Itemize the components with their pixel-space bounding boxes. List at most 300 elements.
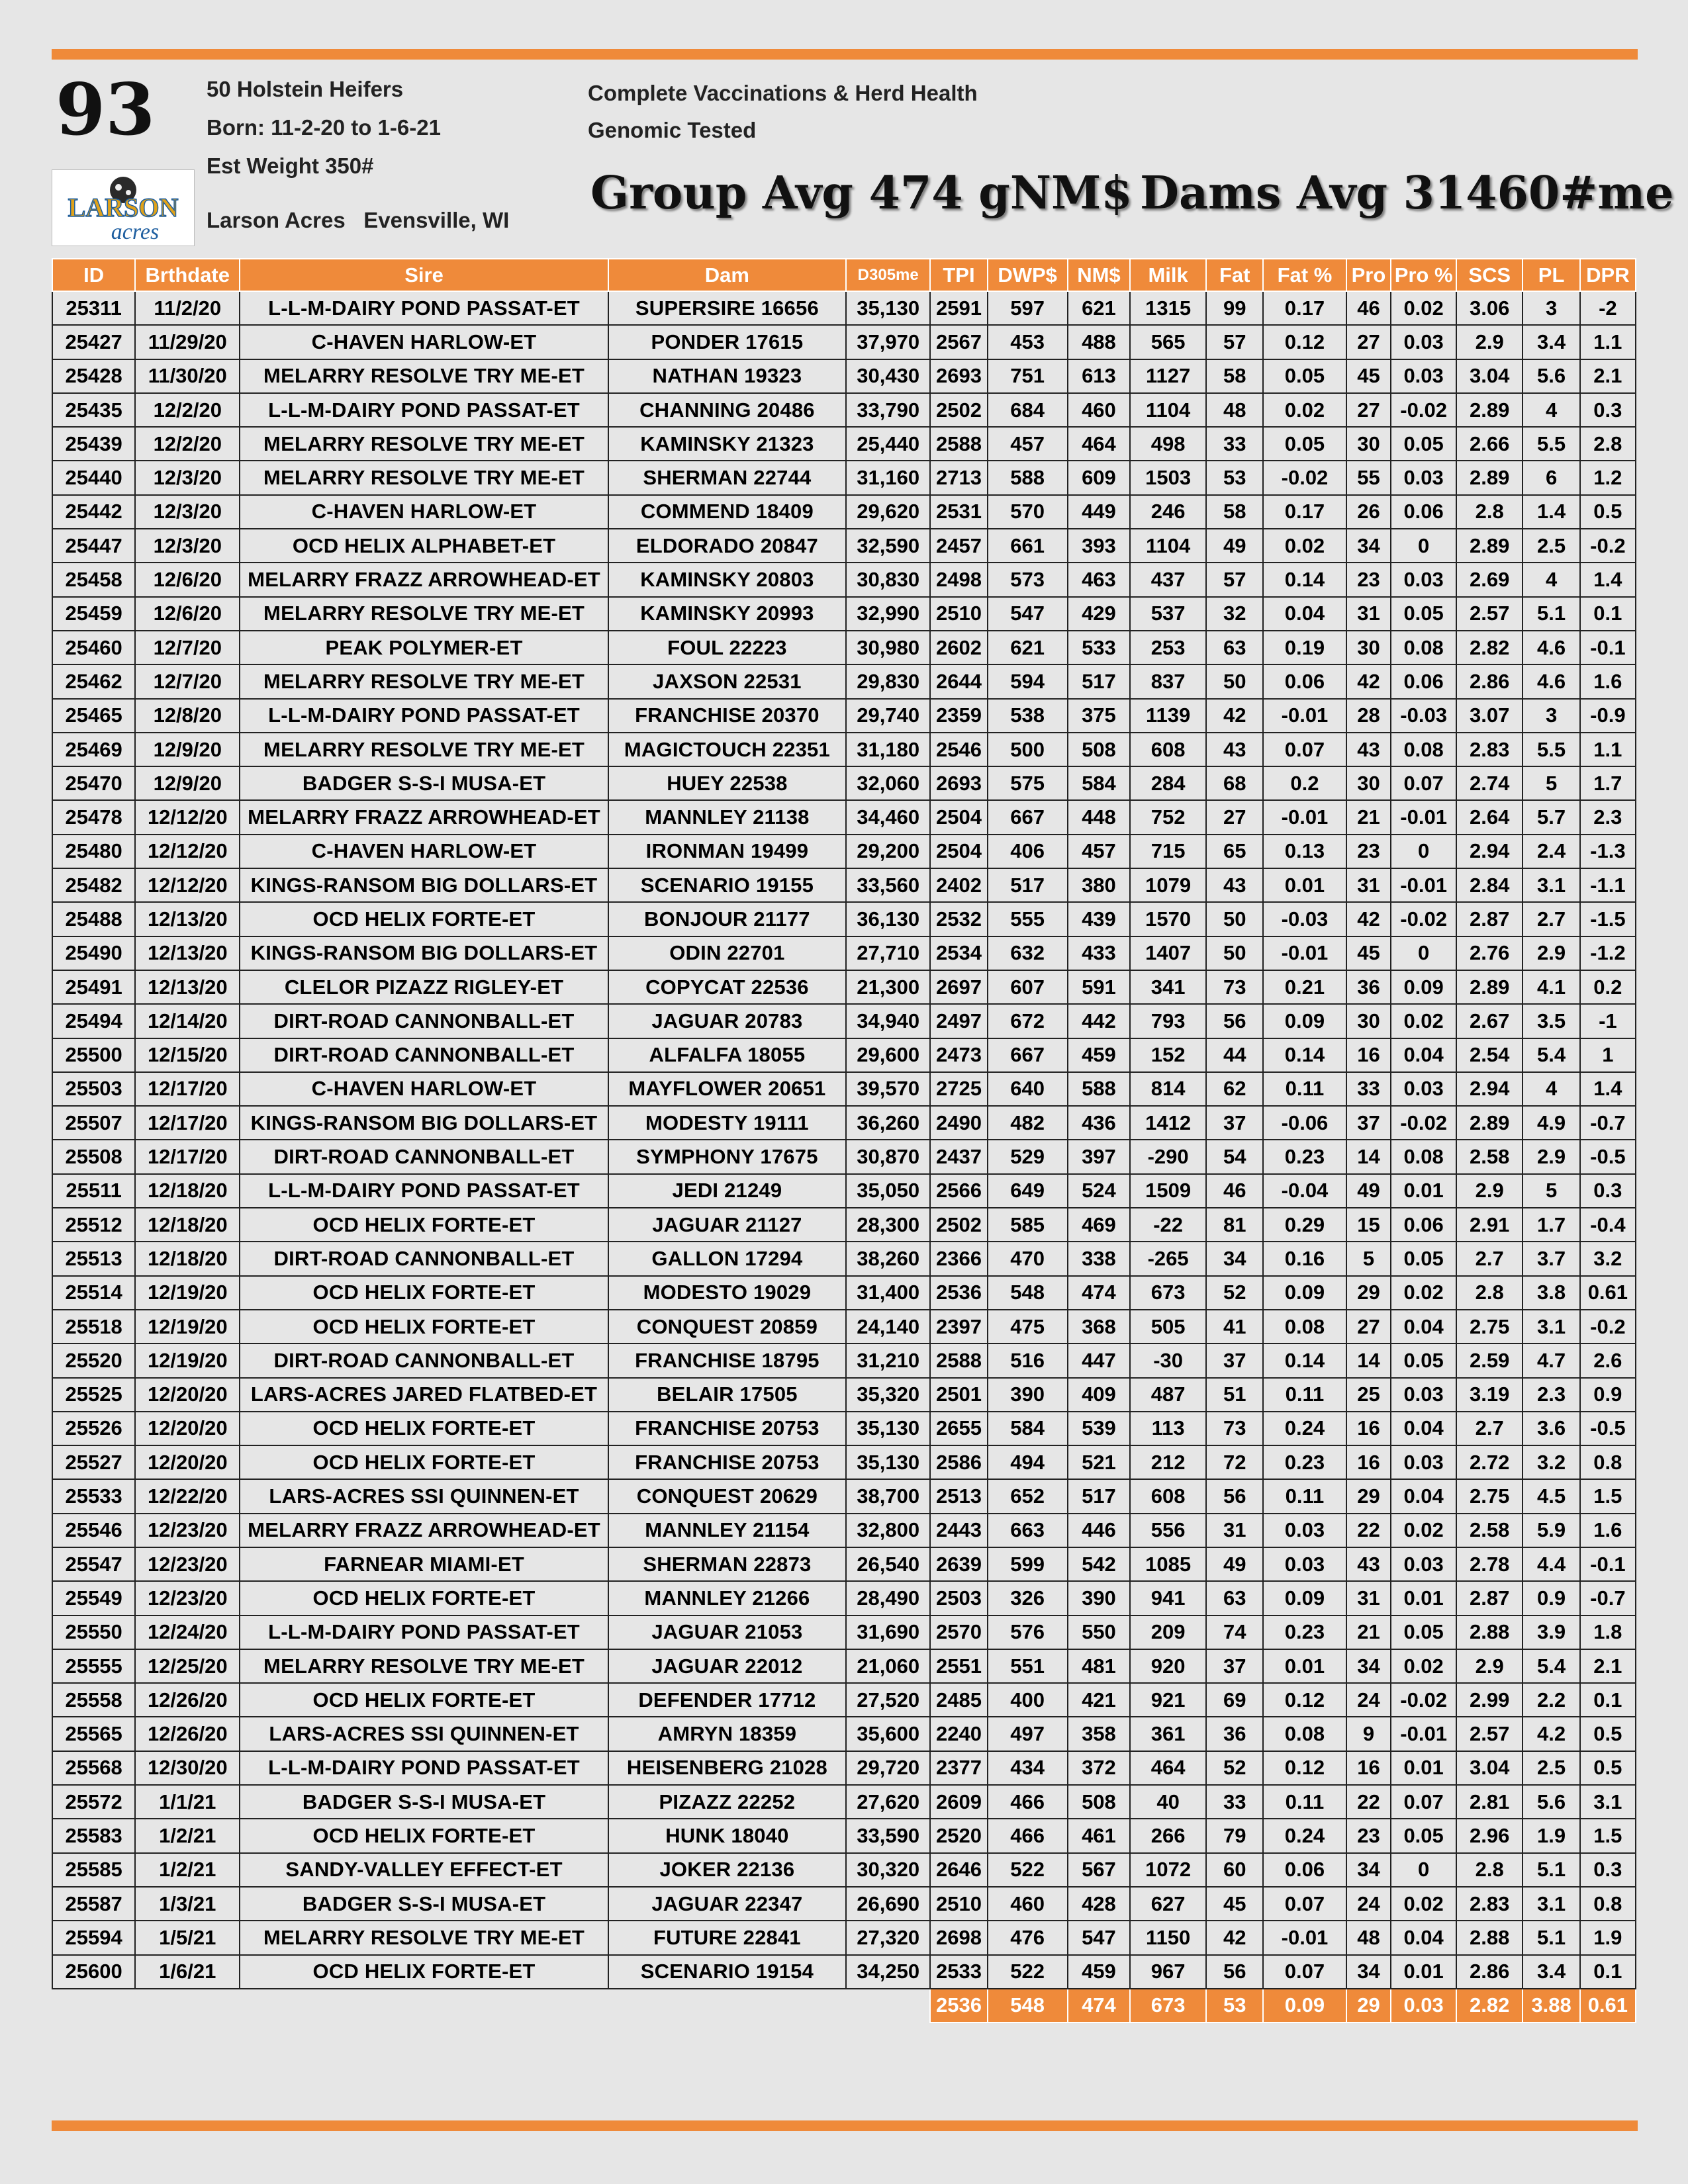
cell-tpi: 2510: [930, 1887, 987, 1921]
cell-scs: 2.99: [1456, 1683, 1523, 1717]
cell-sire: OCD HELIX FORTE-ET: [240, 1412, 608, 1445]
cell-fat-pct: -0.02: [1263, 461, 1346, 494]
cell-dpr: -2: [1580, 291, 1636, 325]
cell-tpi: 2240: [930, 1717, 987, 1751]
cell-dwp: 570: [988, 495, 1068, 529]
cell-id: 25583: [52, 1819, 135, 1852]
cell-d305me: 27,620: [846, 1785, 930, 1819]
cell-fat: 79: [1206, 1819, 1263, 1852]
cell-birthdate: 12/9/20: [135, 733, 240, 766]
cell-pl: 5.9: [1523, 1514, 1579, 1547]
cell-fat-pct: 0.13: [1263, 835, 1346, 868]
cell-dwp: 594: [988, 664, 1068, 698]
averages-spacer: [846, 1989, 930, 2023]
cell-pro: 31: [1346, 597, 1391, 631]
cell-pl: 5: [1523, 1174, 1579, 1208]
heifer-count: 50 Holstein Heifers: [207, 77, 404, 101]
cell-fat: 43: [1206, 868, 1263, 902]
cell-milk: 113: [1130, 1412, 1206, 1445]
cell-dam: CONQUEST 20859: [608, 1310, 846, 1343]
cell-birthdate: 12/7/20: [135, 631, 240, 664]
cell-dpr: 0.61: [1580, 1276, 1636, 1310]
cell-milk: 152: [1130, 1038, 1206, 1072]
cell-dam: KAMINSKY 20993: [608, 597, 846, 631]
cell-d305me: 29,600: [846, 1038, 930, 1072]
cell-fat: 49: [1206, 1547, 1263, 1581]
cell-pl: 4.2: [1523, 1717, 1579, 1751]
cell-dpr: 2.3: [1580, 800, 1636, 834]
cell-sire: L-L-M-DAIRY POND PASSAT-ET: [240, 1751, 608, 1785]
cell-fat-pct: -0.06: [1263, 1106, 1346, 1140]
cell-milk: 1503: [1130, 461, 1206, 494]
cell-pro: 30: [1346, 766, 1391, 800]
cell-pro-pct: 0.03: [1391, 1072, 1456, 1106]
cell-pro: 23: [1346, 563, 1391, 596]
cell-nm: 380: [1068, 868, 1130, 902]
col-header-fat-pct: Fat %: [1263, 259, 1346, 291]
cell-fat: 46: [1206, 1174, 1263, 1208]
cell-birthdate: 12/17/20: [135, 1072, 240, 1106]
cell-pro: 14: [1346, 1140, 1391, 1173]
cell-pro: 22: [1346, 1785, 1391, 1819]
cell-nm: 621: [1068, 291, 1130, 325]
cell-d305me: 31,160: [846, 461, 930, 494]
cell-scs: 2.89: [1456, 970, 1523, 1004]
averages-spacer: [240, 1989, 608, 2023]
cell-dwp: 575: [988, 766, 1068, 800]
cell-scs: 2.57: [1456, 597, 1523, 631]
cell-pro-pct: 0.08: [1391, 1140, 1456, 1173]
cell-scs: 2.84: [1456, 868, 1523, 902]
cell-id: 25469: [52, 733, 135, 766]
cell-dwp: 555: [988, 902, 1068, 936]
cell-d305me: 38,260: [846, 1242, 930, 1275]
cell-dwp: 466: [988, 1785, 1068, 1819]
cell-pro-pct: 0: [1391, 529, 1456, 563]
cell-dpr: 3.2: [1580, 1242, 1636, 1275]
cell-pro-pct: -0.02: [1391, 393, 1456, 427]
cell-id: 25525: [52, 1378, 135, 1412]
cell-id: 25435: [52, 393, 135, 427]
cell-d305me: 30,980: [846, 631, 930, 664]
cell-fat: 56: [1206, 1955, 1263, 1989]
cell-pl: 3.1: [1523, 1887, 1579, 1921]
cell-nm: 609: [1068, 461, 1130, 494]
cell-sire: KINGS-RANSOM BIG DOLLARS-ET: [240, 936, 608, 970]
cell-tpi: 2498: [930, 563, 987, 596]
cell-id: 25447: [52, 529, 135, 563]
cell-birthdate: 12/9/20: [135, 766, 240, 800]
cell-fat-pct: 0.11: [1263, 1378, 1346, 1412]
cell-tpi: 2588: [930, 1343, 987, 1377]
cell-id: 25427: [52, 325, 135, 359]
cell-sire: DIRT-ROAD CANNONBALL-ET: [240, 1140, 608, 1173]
cell-pl: 3.7: [1523, 1242, 1579, 1275]
cell-sire: CLELOR PIZAZZ RIGLEY-ET: [240, 970, 608, 1004]
cell-milk: 1079: [1130, 868, 1206, 902]
cell-milk: 40: [1130, 1785, 1206, 1819]
cell-d305me: 21,300: [846, 970, 930, 1004]
cell-pro: 16: [1346, 1445, 1391, 1479]
table-row: [52, 1853, 1636, 1887]
cell-scs: 2.89: [1456, 461, 1523, 494]
cell-birthdate: 12/13/20: [135, 936, 240, 970]
cell-pl: 4: [1523, 1072, 1579, 1106]
table-row: [52, 1038, 1636, 1072]
table-row: [52, 461, 1636, 494]
cell-milk: -30: [1130, 1343, 1206, 1377]
cell-tpi: 2591: [930, 291, 987, 325]
cell-pro: 5: [1346, 1242, 1391, 1275]
svg-text:acres: acres: [111, 220, 160, 244]
cell-dpr: 1.4: [1580, 563, 1636, 596]
cell-milk: 498: [1130, 427, 1206, 461]
cell-nm: 533: [1068, 631, 1130, 664]
cell-dam: AMRYN 18359: [608, 1717, 846, 1751]
cell-scs: 3.07: [1456, 699, 1523, 733]
cell-sire: DIRT-ROAD CANNONBALL-ET: [240, 1038, 608, 1072]
cell-dpr: 1.4: [1580, 1072, 1636, 1106]
cell-birthdate: 12/15/20: [135, 1038, 240, 1072]
cell-scs: 2.59: [1456, 1343, 1523, 1377]
cell-nm: 521: [1068, 1445, 1130, 1479]
cell-fat-pct: 0.04: [1263, 597, 1346, 631]
cell-id: 25439: [52, 427, 135, 461]
cell-id: 25533: [52, 1479, 135, 1513]
cell-pro-pct: 0.03: [1391, 1378, 1456, 1412]
cell-dwp: 548: [988, 1276, 1068, 1310]
cell-pro: 15: [1346, 1208, 1391, 1242]
cell-birthdate: 11/29/20: [135, 325, 240, 359]
cell-scs: 2.83: [1456, 733, 1523, 766]
cell-d305me: 27,710: [846, 936, 930, 970]
cell-dam: SHERMAN 22744: [608, 461, 846, 494]
cell-sire: OCD HELIX FORTE-ET: [240, 1955, 608, 1989]
cell-pro: 34: [1346, 1853, 1391, 1887]
cell-dam: MANNLEY 21138: [608, 800, 846, 834]
cell-birthdate: 11/2/20: [135, 291, 240, 325]
cell-dam: DEFENDER 17712: [608, 1683, 846, 1717]
cell-dwp: 599: [988, 1547, 1068, 1581]
cell-d305me: 29,620: [846, 495, 930, 529]
average-tpi: 2536: [930, 1989, 987, 2023]
cell-pro-pct: 0.04: [1391, 1038, 1456, 1072]
cell-birthdate: 12/30/20: [135, 1751, 240, 1785]
cell-milk: 537: [1130, 597, 1206, 631]
cell-nm: 547: [1068, 1921, 1130, 1954]
cell-pl: 2.5: [1523, 1751, 1579, 1785]
averages-spacer: [135, 1989, 240, 2023]
born-range: Born: 11-2-20 to 1-6-21: [207, 115, 441, 140]
cell-pro-pct: 0.04: [1391, 1921, 1456, 1954]
cell-id: 25572: [52, 1785, 135, 1819]
cell-fat: 33: [1206, 427, 1263, 461]
cell-tpi: 2533: [930, 1955, 987, 1989]
cell-dwp: 434: [988, 1751, 1068, 1785]
cell-nm: 428: [1068, 1887, 1130, 1921]
cell-sire: MELARRY RESOLVE TRY ME-ET: [240, 1649, 608, 1683]
cell-pl: 1.7: [1523, 1208, 1579, 1242]
cell-nm: 448: [1068, 800, 1130, 834]
cell-tpi: 2536: [930, 1276, 987, 1310]
cell-id: 25478: [52, 800, 135, 834]
cell-tpi: 2397: [930, 1310, 987, 1343]
cell-dwp: 584: [988, 1412, 1068, 1445]
cell-dwp: 500: [988, 733, 1068, 766]
cell-sire: OCD HELIX FORTE-ET: [240, 1445, 608, 1479]
cell-d305me: 32,060: [846, 766, 930, 800]
cell-id: 25491: [52, 970, 135, 1004]
cell-fat-pct: 0.23: [1263, 1445, 1346, 1479]
cell-id: 25480: [52, 835, 135, 868]
cell-pro: 24: [1346, 1887, 1391, 1921]
cell-birthdate: 1/1/21: [135, 1785, 240, 1819]
cell-fat-pct: 0.09: [1263, 1276, 1346, 1310]
cell-birthdate: 12/19/20: [135, 1343, 240, 1377]
cell-scs: 2.75: [1456, 1479, 1523, 1513]
cell-dam: JAXSON 22531: [608, 664, 846, 698]
cell-pro: 45: [1346, 936, 1391, 970]
cell-pro-pct: 0.04: [1391, 1479, 1456, 1513]
cell-fat: 65: [1206, 835, 1263, 868]
cell-pl: 5.1: [1523, 1921, 1579, 1954]
cell-pl: 1.4: [1523, 495, 1579, 529]
cell-sire: OCD HELIX FORTE-ET: [240, 1208, 608, 1242]
cell-pro: 29: [1346, 1479, 1391, 1513]
cell-pl: 4: [1523, 563, 1579, 596]
cell-dam: JAGUAR 21053: [608, 1615, 846, 1649]
cell-fat: 57: [1206, 563, 1263, 596]
cell-dam: JEDI 21249: [608, 1174, 846, 1208]
cell-birthdate: 12/24/20: [135, 1615, 240, 1649]
cell-d305me: 35,130: [846, 1412, 930, 1445]
cell-birthdate: 12/20/20: [135, 1378, 240, 1412]
cell-dwp: 460: [988, 1887, 1068, 1921]
cell-d305me: 31,210: [846, 1343, 930, 1377]
cell-sire: MELARRY RESOLVE TRY ME-ET: [240, 359, 608, 393]
cell-milk: 941: [1130, 1581, 1206, 1615]
cell-d305me: 29,200: [846, 835, 930, 868]
cell-d305me: 34,250: [846, 1955, 930, 1989]
cell-pl: 5.1: [1523, 1853, 1579, 1887]
cell-d305me: 29,720: [846, 1751, 930, 1785]
table-row: [52, 1479, 1636, 1513]
cell-dwp: 576: [988, 1615, 1068, 1649]
cell-dam: ALFALFA 18055: [608, 1038, 846, 1072]
table-row: [52, 359, 1636, 393]
cell-milk: 1085: [1130, 1547, 1206, 1581]
cell-dpr: 1.5: [1580, 1479, 1636, 1513]
cell-dpr: -1.2: [1580, 936, 1636, 970]
col-header-dwp: DWP$: [988, 259, 1068, 291]
cell-fat: 63: [1206, 631, 1263, 664]
cell-dam: FRANCHISE 20753: [608, 1445, 846, 1479]
table-row: [52, 1343, 1636, 1377]
cell-pro-pct: 0.02: [1391, 1004, 1456, 1038]
cell-d305me: 26,690: [846, 1887, 930, 1921]
cell-d305me: 28,490: [846, 1581, 930, 1615]
cell-sire: MELARRY FRAZZ ARROWHEAD-ET: [240, 1514, 608, 1547]
col-header-pro-pct: Pro %: [1391, 259, 1456, 291]
cell-pl: 5.7: [1523, 800, 1579, 834]
cell-fat-pct: 0.14: [1263, 563, 1346, 596]
cell-fat: 56: [1206, 1004, 1263, 1038]
cell-pro: 26: [1346, 495, 1391, 529]
cell-dwp: 453: [988, 325, 1068, 359]
cell-id: 25442: [52, 495, 135, 529]
cell-fat-pct: 0.06: [1263, 1853, 1346, 1887]
cell-birthdate: 12/17/20: [135, 1140, 240, 1173]
cell-milk: 1127: [1130, 359, 1206, 393]
cell-fat: 37: [1206, 1343, 1263, 1377]
cell-scs: 2.81: [1456, 1785, 1523, 1819]
cell-tpi: 2504: [930, 835, 987, 868]
cell-nm: 459: [1068, 1038, 1130, 1072]
cell-fat-pct: -0.01: [1263, 699, 1346, 733]
cell-id: 25511: [52, 1174, 135, 1208]
cell-sire: BADGER S-S-I MUSA-ET: [240, 1887, 608, 1921]
cell-pro-pct: -0.02: [1391, 1683, 1456, 1717]
table-row: [52, 970, 1636, 1004]
cell-nm: 474: [1068, 1276, 1130, 1310]
cell-birthdate: 12/19/20: [135, 1310, 240, 1343]
cell-id: 25600: [52, 1955, 135, 1989]
cell-milk: 1570: [1130, 902, 1206, 936]
cell-dwp: 326: [988, 1581, 1068, 1615]
cell-id: 25462: [52, 664, 135, 698]
averages-spacer: [52, 1989, 135, 2023]
cell-id: 25514: [52, 1276, 135, 1310]
cell-nm: 567: [1068, 1853, 1130, 1887]
cell-milk: 341: [1130, 970, 1206, 1004]
cell-pro-pct: 0.03: [1391, 461, 1456, 494]
cell-scs: 2.87: [1456, 902, 1523, 936]
cell-sire: BADGER S-S-I MUSA-ET: [240, 766, 608, 800]
cell-sire: MELARRY RESOLVE TRY ME-ET: [240, 664, 608, 698]
cell-id: 25458: [52, 563, 135, 596]
cell-tpi: 2402: [930, 868, 987, 902]
cell-pl: 5.5: [1523, 733, 1579, 766]
cell-pro: 25: [1346, 1378, 1391, 1412]
cell-pro: 31: [1346, 1581, 1391, 1615]
cell-pro-pct: 0.04: [1391, 1412, 1456, 1445]
table-row: [52, 1649, 1636, 1683]
cell-scs: 2.74: [1456, 766, 1523, 800]
table-row: [52, 902, 1636, 936]
cell-fat: 73: [1206, 1412, 1263, 1445]
cell-sire: MELARRY RESOLVE TRY ME-ET: [240, 733, 608, 766]
cell-id: 25460: [52, 631, 135, 664]
cell-pro: 34: [1346, 529, 1391, 563]
cell-fat: 52: [1206, 1276, 1263, 1310]
cell-fat-pct: 0.08: [1263, 1310, 1346, 1343]
cell-pro: 16: [1346, 1038, 1391, 1072]
cell-pl: 4.5: [1523, 1479, 1579, 1513]
cell-id: 25526: [52, 1412, 135, 1445]
cell-tpi: 2490: [930, 1106, 987, 1140]
table-row: [52, 835, 1636, 868]
average-dwp: 548: [988, 1989, 1068, 2023]
cell-dpr: 0.2: [1580, 970, 1636, 1004]
cell-dam: KAMINSKY 20803: [608, 563, 846, 596]
cell-scs: 2.94: [1456, 835, 1523, 868]
cell-nm: 446: [1068, 1514, 1130, 1547]
table-row: [52, 529, 1636, 563]
cell-fat: 62: [1206, 1072, 1263, 1106]
col-header-d305me: D305me: [846, 259, 930, 291]
cell-sire: DIRT-ROAD CANNONBALL-ET: [240, 1242, 608, 1275]
cell-fat: 34: [1206, 1242, 1263, 1275]
cell-id: 25440: [52, 461, 135, 494]
cell-sire: L-L-M-DAIRY POND PASSAT-ET: [240, 1174, 608, 1208]
cell-dwp: 522: [988, 1955, 1068, 1989]
cell-scs: 2.96: [1456, 1819, 1523, 1852]
cell-milk: 837: [1130, 664, 1206, 698]
cell-pl: 3.5: [1523, 1004, 1579, 1038]
table-row: [52, 1514, 1636, 1547]
cell-fat-pct: 0.14: [1263, 1343, 1346, 1377]
cell-dwp: 663: [988, 1514, 1068, 1547]
cell-id: 25585: [52, 1853, 135, 1887]
cell-tpi: 2437: [930, 1140, 987, 1173]
cell-id: 25555: [52, 1649, 135, 1683]
cell-dpr: 1.8: [1580, 1615, 1636, 1649]
cell-d305me: 31,400: [846, 1276, 930, 1310]
cell-nm: 591: [1068, 970, 1130, 1004]
table-row: [52, 1785, 1636, 1819]
cell-d305me: 30,430: [846, 359, 930, 393]
cell-sire: L-L-M-DAIRY POND PASSAT-ET: [240, 699, 608, 733]
cell-dwp: 476: [988, 1921, 1068, 1954]
cell-dpr: 0.3: [1580, 393, 1636, 427]
cell-fat: 50: [1206, 936, 1263, 970]
cell-id: 25494: [52, 1004, 135, 1038]
cell-scs: 2.8: [1456, 495, 1523, 529]
cell-nm: 469: [1068, 1208, 1130, 1242]
cell-pro: 21: [1346, 1615, 1391, 1649]
cell-scs: 2.91: [1456, 1208, 1523, 1242]
col-header-birthdate: Brthdate: [135, 259, 240, 291]
cell-pro-pct: -0.01: [1391, 1717, 1456, 1751]
table-header-row: [52, 259, 1636, 291]
cell-tpi: 2366: [930, 1242, 987, 1275]
cell-dwp: 482: [988, 1106, 1068, 1140]
cell-nm: 613: [1068, 359, 1130, 393]
cell-milk: -22: [1130, 1208, 1206, 1242]
col-header-nm: NM$: [1068, 259, 1130, 291]
cell-milk: 1072: [1130, 1853, 1206, 1887]
cell-pl: 5.6: [1523, 359, 1579, 393]
cell-pro-pct: -0.03: [1391, 699, 1456, 733]
cell-nm: 457: [1068, 835, 1130, 868]
cell-scs: 3.04: [1456, 1751, 1523, 1785]
cell-nm: 459: [1068, 1955, 1130, 1989]
cell-pro: 21: [1346, 800, 1391, 834]
cell-dam: HUNK 18040: [608, 1819, 846, 1852]
cell-fat: 51: [1206, 1378, 1263, 1412]
cell-birthdate: 12/8/20: [135, 699, 240, 733]
cell-tpi: 2644: [930, 664, 987, 698]
cell-nm: 584: [1068, 766, 1130, 800]
cell-scs: 2.88: [1456, 1921, 1523, 1954]
cell-d305me: 26,540: [846, 1547, 930, 1581]
cell-d305me: 36,260: [846, 1106, 930, 1140]
dams-average: Dams Avg 31460#me: [1140, 167, 1674, 220]
cell-pl: 2.4: [1523, 835, 1579, 868]
cell-scs: 2.58: [1456, 1140, 1523, 1173]
cell-dam: COMMEND 18409: [608, 495, 846, 529]
cell-dam: JAGUAR 22012: [608, 1649, 846, 1683]
